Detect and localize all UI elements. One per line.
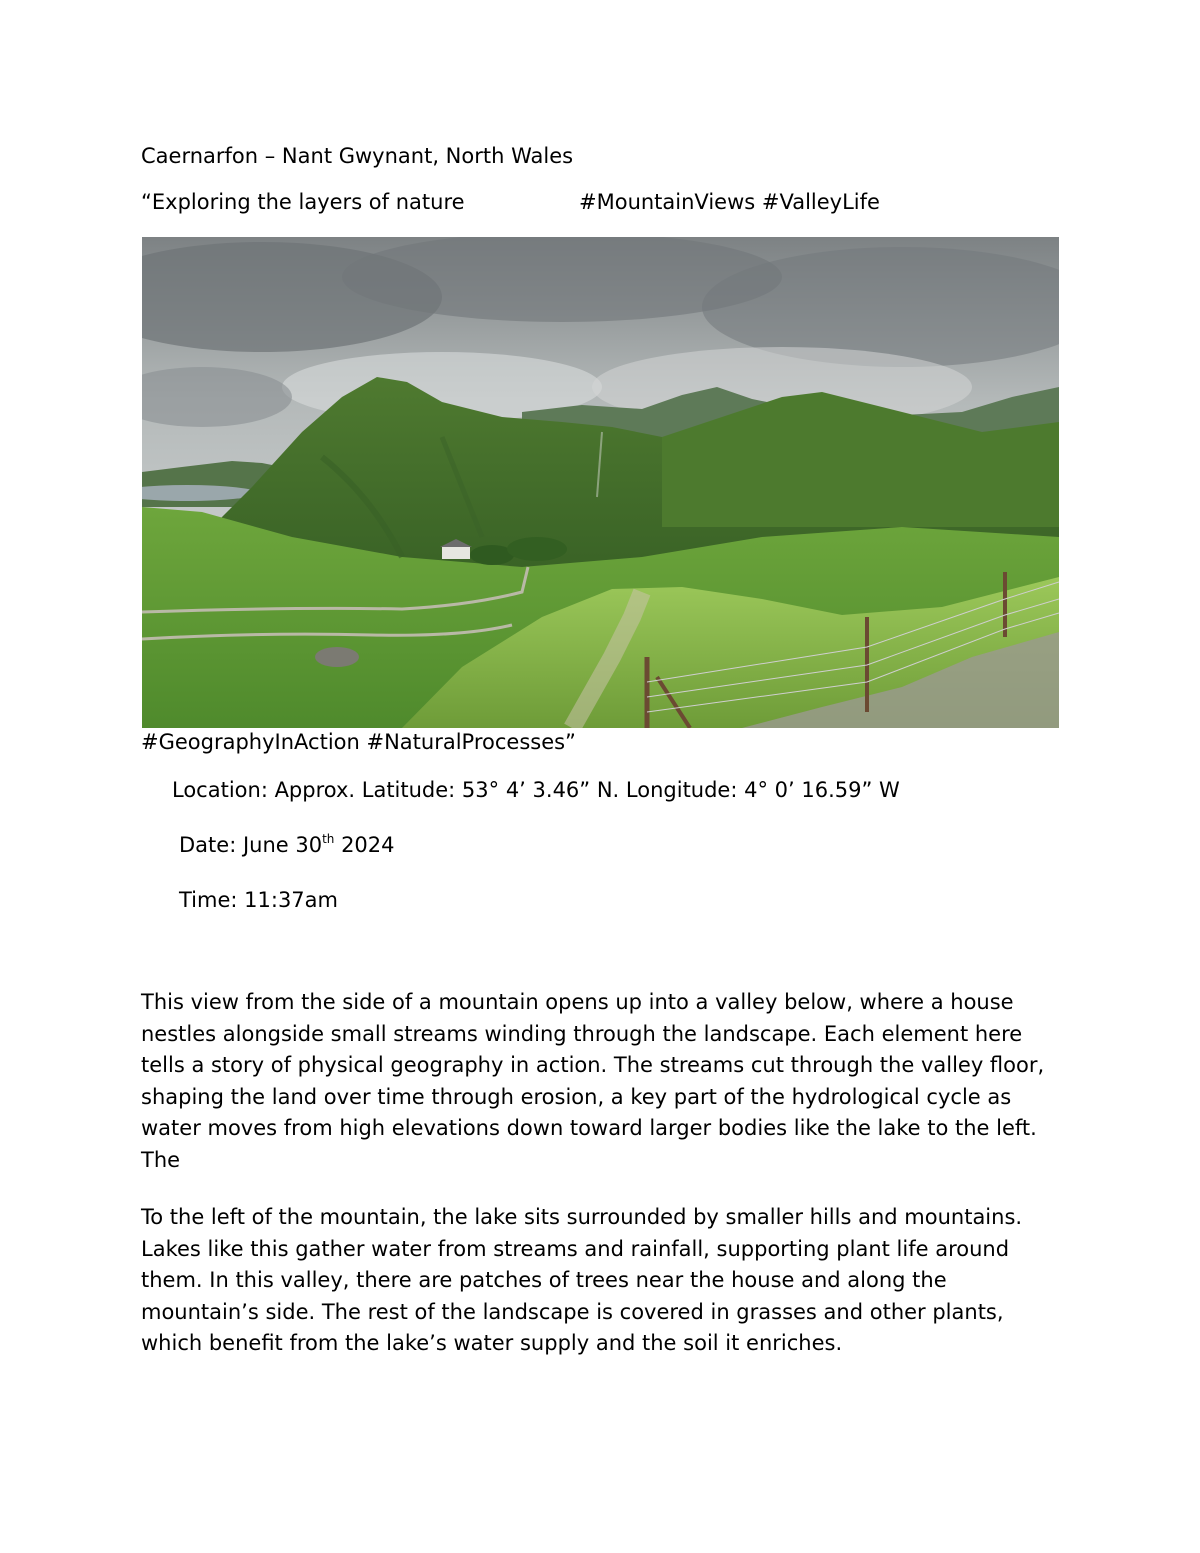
document-title: Caernarfon – Nant Gwynant, North Wales bbox=[141, 144, 574, 168]
date-ordinal-suffix: th bbox=[322, 832, 335, 846]
date-prefix: Date: June 30 bbox=[179, 833, 323, 857]
caption-start: “Exploring the layers of nature bbox=[141, 190, 465, 214]
location-line: Location: Approx. Latitude: 53° 4’ 3.46” N. Longitude: 4° 0’ 16.59” W bbox=[172, 778, 900, 802]
time-line: Time: 11:37am bbox=[179, 888, 338, 912]
date-year: 2024 bbox=[334, 833, 395, 857]
caption-hashtags-end: #GeographyInAction #NaturalProcesses” bbox=[141, 730, 576, 754]
body-paragraph: To the left of the mountain, the lake sits surrounded by smaller hills and mountains. Lakes like this gather water from streams and rainfall, supporting plant life around them. In this valley, there are patches of trees near the house and along the mountain’s side. The rest of the landscape is covered in grasses and other plants, which benefit from the lake’s water supply and the soil it enriches. bbox=[141, 1205, 1023, 1355]
date-line bbox=[179, 832, 395, 858]
landscape-photo bbox=[142, 237, 1059, 728]
caption-hashtags: #MountainViews #ValleyLife bbox=[579, 190, 880, 214]
caption-line bbox=[141, 189, 880, 215]
body-paragraph: This view from the side of a mountain opens up into a valley below, where a house nestles alongside small streams winding through the landscape. Each element here tells a story of physical geography in action. The streams cut through the valley floor, shaping the land over time through erosion, a key part of the hydrological cycle as water moves from high elevations down toward larger bodies like the lake to the left. The bbox=[141, 990, 1045, 1172]
